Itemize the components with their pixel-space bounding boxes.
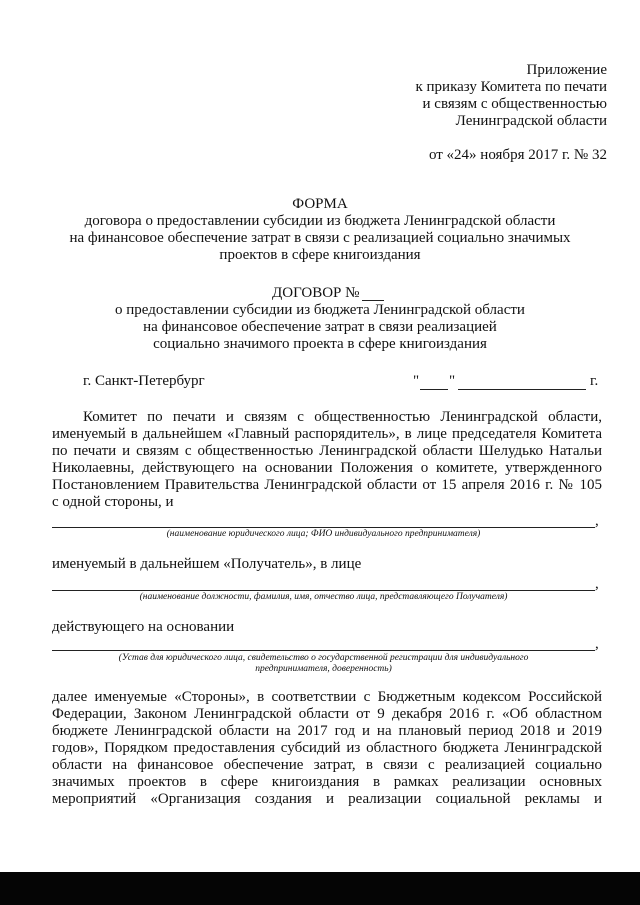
paragraph-2-line: Федерации, Законом Ленинградской области от 9 декабря 2016 г. «Об областном [52,706,602,722]
paragraph-2-line: области на финансовое обеспечение затрат, в связи с реализацией социально [52,757,602,773]
basis-text: действующего на основании [52,619,235,635]
appendix-line-2: к приказу Комитета по печати [415,79,607,95]
paragraph-1-line: с одной стороны, и [52,494,174,510]
entity-name-caption: (наименование юридического лица; ФИО индивидуального предпринимателя) [166,529,481,539]
paragraph-2-line: значимых проектов в сфере книгоиздания в рамках реализации основных [52,774,602,790]
paragraph-2-line: годов», Порядком предоставления субсидий из областного бюджета Ленинградской [52,740,602,756]
paragraph-1-line: Николаевны, действующего на основании Положения о комитете, утвержденного [52,460,602,476]
paragraph-1-line: Комитет по печати и связям с общественностью Ленинградской области, [83,409,602,425]
paragraph-1-line: Постановлением Правительства Ленинградской области от 15 апреля 2016 г. № 105 [52,477,602,493]
form-title-line-1: договора о предоставлении субсидии из бюджета Ленинградской области [84,213,556,229]
paragraph-2-line: далее именуемые «Стороны», в соответствии с Бюджетным кодексом Российской [52,689,602,705]
contract-title-line-1: о предоставлении субсидии из бюджета Ленинградской области [115,302,525,318]
paragraph-1 [52,409,602,511]
city: г. Санкт-Петербург [83,373,205,389]
quote-open: " [413,373,420,389]
basis-caption-line-1: (Устав для юридического лица, свидетельство о государственной регистрации для индивидуального [118,653,529,663]
paragraph-1-line: именуемый в дальнейшем «Главный распорядитель», в лице председателя Комитета [52,426,602,442]
appendix-line-3: и связям с общественностью [422,96,607,112]
form-heading: ФОРМА [292,196,348,212]
paragraph-1-line: по печати и связям с общественностью Ленинградской области Шелудько Натальи [52,443,602,459]
appendix-date: от «24» ноября 2017 г. № 32 [428,147,607,163]
paragraph-2-line: мероприятий «Организация создания и реализации социальной рекламы и [52,791,602,807]
scan-border-bar [0,872,640,905]
day-blank [420,389,448,390]
entity-name-line[interactable] [52,527,595,528]
recipient-comma: , [595,576,599,592]
recipient-text: именуемый в дальнейшем «Получатель», в лице [52,556,362,572]
basis-comma: , [595,636,599,652]
month-year-blank [458,389,586,390]
contract-heading: ДОГОВОР № [272,285,360,301]
paragraph-2 [52,689,602,808]
paragraph-2-line: бюджете Ленинградской области на 2017 год и на плановый период 2018 и 2019 [52,723,602,739]
appendix-line-4: Ленинградской области [455,113,607,129]
appendix-line-1: Приложение [526,62,607,78]
recipient-caption: (наименование должности, фамилия, имя, отчество лица, представляющего Получателя) [139,592,508,602]
form-title-line-2: на финансовое обеспечение затрат в связи с реализацией социально значимых [69,230,571,246]
form-title-line-3: проектов в сфере книгоиздания [219,247,421,263]
basis-caption-line-2: предпринимателя, доверенность) [255,664,392,674]
basis-line[interactable] [52,650,595,651]
contract-title-line-2: на финансовое обеспечение затрат в связи реализацией [143,319,497,335]
year-suffix: г. [590,373,599,389]
recipient-position-line[interactable] [52,590,595,591]
contract-title-line-3: социально значимого проекта в сфере книгоиздания [153,336,487,352]
quote-close: " [449,373,456,389]
entity-name-comma: , [595,513,599,529]
contract-number-blank [362,300,384,301]
